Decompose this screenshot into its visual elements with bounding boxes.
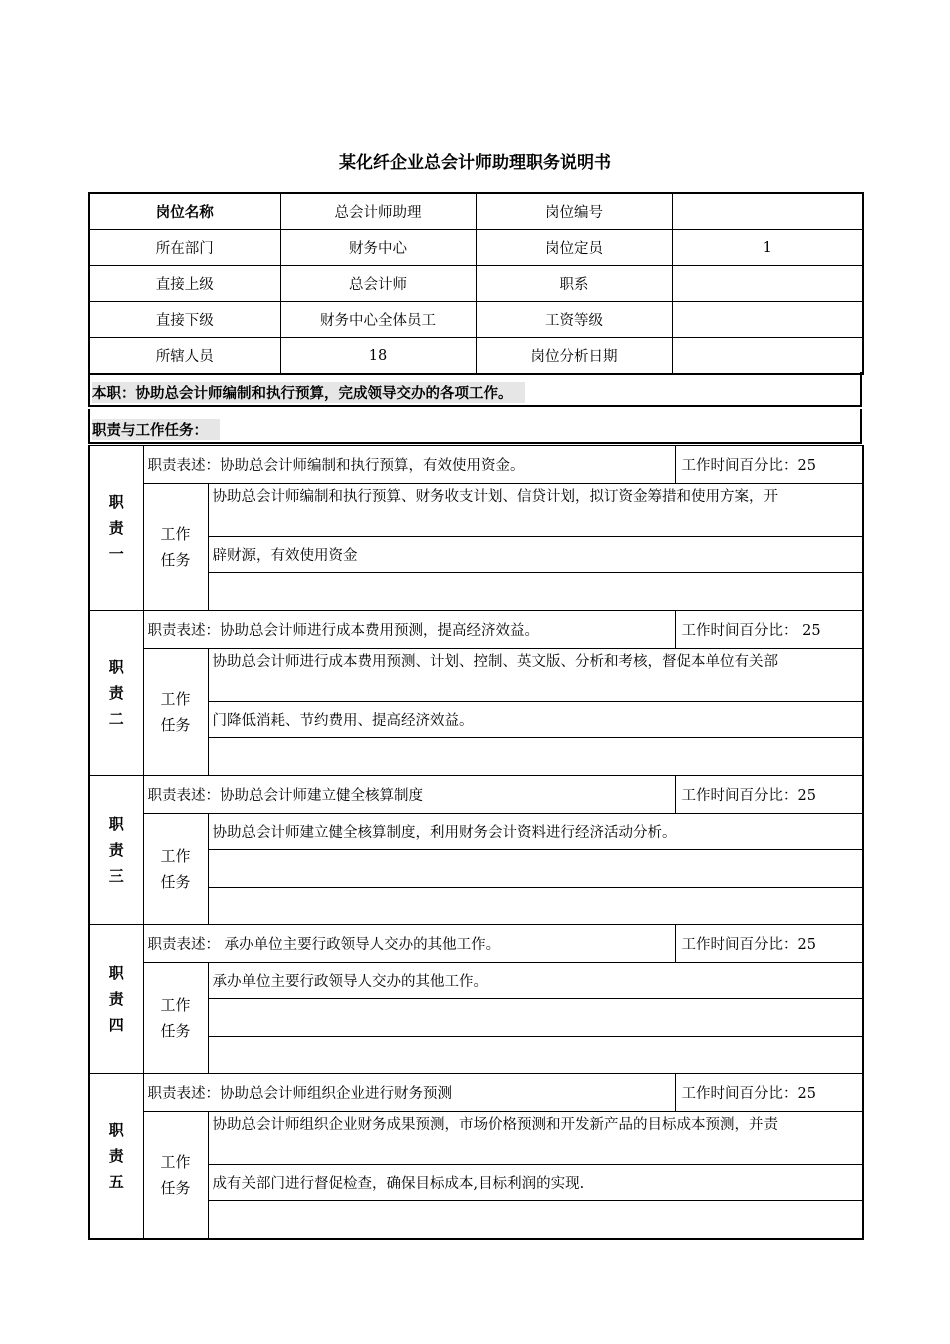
- task-row: [89, 814, 863, 850]
- duty-description: 职责表述：协助总会计师建立健全核算制度: [143, 776, 675, 814]
- field-value: 财务中心: [280, 230, 476, 266]
- basic-info-table: [88, 192, 864, 375]
- time-percentage: 工作时间百分比：25: [675, 446, 863, 484]
- field-value: 1: [672, 230, 863, 266]
- duty-label: 职 责 一: [89, 446, 143, 611]
- task-text: [208, 573, 863, 611]
- field-label: 直接上级: [89, 266, 280, 302]
- field-label: 直接下级: [89, 302, 280, 338]
- task-row: [89, 649, 863, 702]
- field-label: 岗位定员: [476, 230, 672, 266]
- duty-desc-row: [89, 446, 863, 484]
- task-text: 门降低消耗、节约费用、提高经济效益。: [208, 702, 863, 738]
- duty-label: 职 责 三: [89, 776, 143, 925]
- field-label: 岗位分析日期: [476, 338, 672, 375]
- time-percentage: 工作时间百分比：25: [675, 1074, 863, 1112]
- duty-desc-row: [89, 611, 863, 649]
- task-text: [208, 999, 863, 1037]
- field-value: [672, 193, 863, 230]
- task-text: [208, 738, 863, 776]
- duty-label: 职 责 四: [89, 925, 143, 1074]
- job-summary-row: [88, 372, 862, 407]
- field-label: 所在部门: [89, 230, 280, 266]
- task-text: [208, 1037, 863, 1074]
- task-text: 成有关部门进行督促检查，确保目标成本,目标利润的实现.: [208, 1165, 863, 1201]
- field-value: [672, 302, 863, 338]
- field-value: 总会计师: [280, 266, 476, 302]
- duty-description: 职责表述： 承办单位主要行政领导人交办的其他工作。: [143, 925, 675, 963]
- field-value: [672, 266, 863, 302]
- duties-heading-row: [88, 409, 862, 444]
- task-label: 工作 任务: [143, 649, 208, 776]
- time-percentage: 工作时间百分比：25: [675, 925, 863, 963]
- document-title: 某化纤企业总会计师助理职务说明书: [339, 153, 611, 173]
- field-value: 总会计师助理: [280, 193, 476, 230]
- task-text: 协助总会计师编制和执行预算、财务收支计划、信贷计划，拟订资金筹措和使用方案，开: [208, 484, 863, 537]
- field-label: 岗位编号: [476, 193, 672, 230]
- info-row: [89, 302, 863, 338]
- duties-table: [88, 445, 864, 1240]
- task-text: [208, 888, 863, 925]
- task-text: [208, 1201, 863, 1240]
- task-label: 工作 任务: [143, 963, 208, 1074]
- field-label: 职系: [476, 266, 672, 302]
- duty-label: 职 责 五: [89, 1074, 143, 1240]
- info-row: [89, 338, 863, 375]
- field-value: [672, 338, 863, 375]
- task-row: [89, 1112, 863, 1165]
- time-percentage: 工作时间百分比： 25: [675, 611, 863, 649]
- task-text: 辟财源，有效使用资金: [208, 537, 863, 573]
- task-row: [89, 963, 863, 999]
- duties-heading: 职责与工作任务：: [92, 419, 220, 440]
- field-value: 财务中心全体员工: [280, 302, 476, 338]
- duty-desc-row: [89, 776, 863, 814]
- task-text: 承办单位主要行政领导人交办的其他工作。: [208, 963, 863, 999]
- task-text: 协助总会计师建立健全核算制度，利用财务会计资料进行经济活动分析。: [208, 814, 863, 850]
- duty-desc-row: [89, 925, 863, 963]
- field-value: 18: [280, 338, 476, 375]
- field-label: 所辖人员: [89, 338, 280, 375]
- task-label: 工作 任务: [143, 484, 208, 611]
- task-text: [208, 850, 863, 888]
- field-label: 岗位名称: [89, 193, 280, 230]
- info-row: [89, 193, 863, 230]
- duty-description: 职责表述：协助总会计师组织企业进行财务预测: [143, 1074, 675, 1112]
- duty-description: 职责表述：协助总会计师编制和执行预算，有效使用资金。: [143, 446, 675, 484]
- job-summary: 本职：协助总会计师编制和执行预算，完成领导交办的各项工作。: [92, 382, 525, 403]
- duty-desc-row: [89, 1074, 863, 1112]
- duty-description: 职责表述：协助总会计师进行成本费用预测，提高经济效益。: [143, 611, 675, 649]
- info-row: [89, 266, 863, 302]
- duty-label: 职 责 二: [89, 611, 143, 776]
- task-text: 协助总会计师组织企业财务成果预测，市场价格预测和开发新产品的目标成本预测，并责: [208, 1112, 863, 1165]
- info-row: [89, 230, 863, 266]
- task-row: [89, 484, 863, 537]
- task-text: 协助总会计师进行成本费用预测、计划、控制、英文版、分析和考核，督促本单位有关部: [208, 649, 863, 702]
- task-label: 工作 任务: [143, 1112, 208, 1240]
- time-percentage: 工作时间百分比：25: [675, 776, 863, 814]
- field-label: 工资等级: [476, 302, 672, 338]
- task-label: 工作 任务: [143, 814, 208, 925]
